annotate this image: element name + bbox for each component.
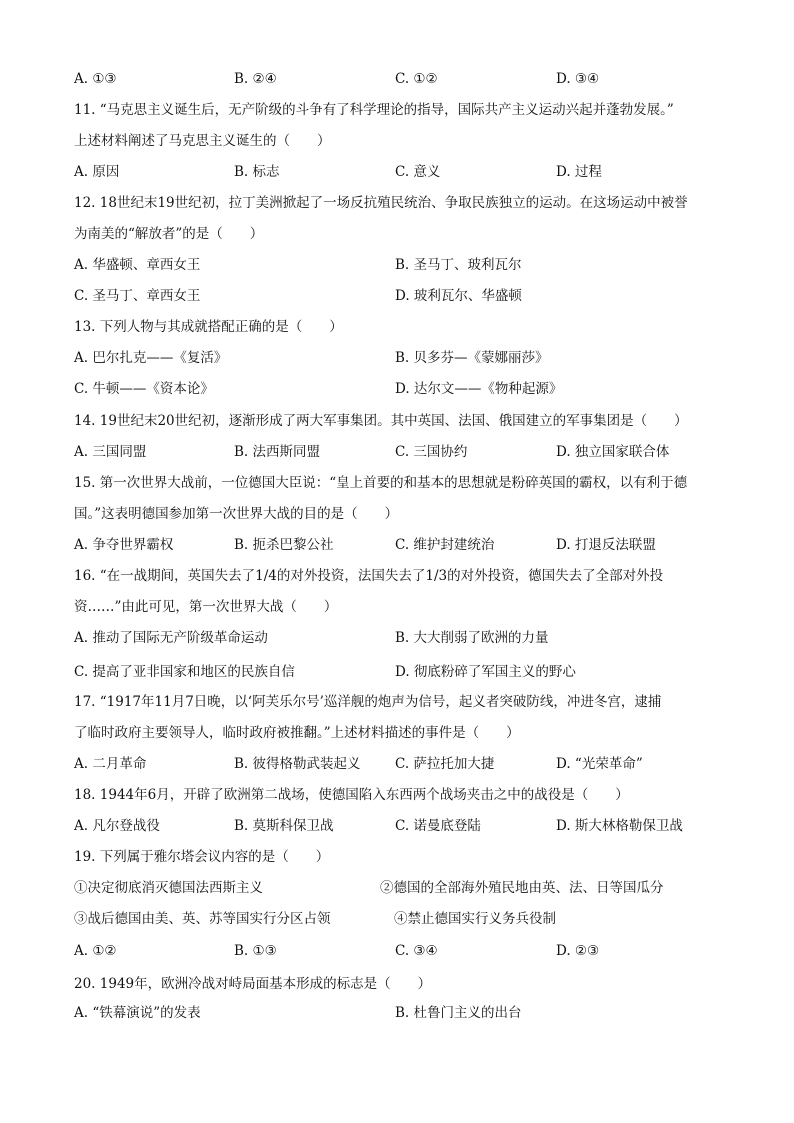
question-12-text-cont: 为南美的“解放者”的是（ ） — [74, 226, 264, 242]
question-18-text: 18. 1944年6月，开辟了欧洲第二战场，使德国陷入东西两个战场夹击之中的战役是（ ） — [74, 787, 629, 803]
question-13-text: 13. 下列人物与其成就搭配正确的是（ ） — [74, 319, 343, 335]
option-b: B. 大大削弱了欧洲的力量 — [395, 630, 549, 646]
option-a: A. 二月革命 — [74, 756, 147, 772]
option-a: A. 原因 — [74, 164, 120, 180]
option-b: B. 杜鲁门主义的出台 — [395, 1005, 522, 1021]
option-b: B. 标志 — [234, 164, 280, 180]
question-17-text-cont: 了临时政府主要领导人，临时政府被推翻。”上述材料描述的事件是（ ） — [74, 725, 520, 741]
option-a: A. 凡尔登战役 — [74, 818, 160, 834]
option-d: D. ②③ — [556, 943, 600, 959]
option-c: C. 诺曼底登陆 — [395, 818, 481, 834]
statement-1: ①决定彻底消灭德国法西斯主义 — [74, 880, 263, 896]
option-c: C. 意义 — [395, 164, 441, 180]
option-b: B. 圣马丁、玻利瓦尔 — [395, 257, 522, 273]
question-16-text: 16. “在一战期间，英国失去了1/4的对外投资，法国失去了1/3的对外投资，德国失去了全部对外投 — [74, 568, 664, 584]
option-b: B. 扼杀巴黎公社 — [234, 537, 334, 553]
option-d: D. 彻底粉碎了军国主义的野心 — [395, 664, 576, 680]
option-c: C. ①② — [395, 71, 438, 87]
option-c: C. 提高了亚非国家和地区的民族自信 — [74, 664, 295, 680]
option-b: B. ②④ — [234, 71, 277, 87]
option-a: A. ①③ — [74, 71, 117, 87]
option-d: D. 独立国家联合体 — [556, 444, 670, 460]
option-c: C. 三国协约 — [395, 444, 468, 460]
question-17-text: 17. “1917年11月7日晚，以‘阿芙乐尔号’巡洋舰的炮声为信号，起义者突破防线，冲进冬宫，逮捕 — [74, 694, 662, 710]
question-11-text-cont: 上述材料阐述了马克思主义诞生的（ ） — [74, 133, 331, 149]
question-12-text: 12. 18世纪末19世纪初，拉丁美洲掀起了一场反抗殖民统治、争取民族独立的运动。在这场运动中被誉 — [74, 195, 688, 211]
option-b: B. 贝多芬—《蒙娜丽莎》 — [395, 350, 549, 366]
option-b: B. 彼得格勒武装起义 — [234, 756, 361, 772]
question-14-text: 14. 19世纪末20世纪初，逐渐形成了两大军事集团。其中英国、法国、俄国建立的军事集团是（ ） — [74, 413, 688, 429]
option-a: A. “铁幕演说”的发表 — [74, 1005, 201, 1021]
option-c: C. 萨拉托加大捷 — [395, 756, 495, 772]
option-c: C. ③④ — [395, 943, 438, 959]
statement-2: ②德国的全部海外殖民地由英、法、日等国瓜分 — [380, 880, 664, 896]
question-19-text: 19. 下列属于雅尔塔会议内容的是（ ） — [74, 849, 330, 865]
question-11-text: 11. “马克思主义诞生后，无产阶级的斗争有了科学理论的指导，国际共产主义运动兴起并蓬勃发展。” — [74, 102, 674, 118]
option-d: D. ③④ — [556, 71, 600, 87]
option-d: D. 过程 — [556, 164, 602, 180]
option-a: A. ①② — [74, 943, 117, 959]
option-a: A. 华盛顿、章西女王 — [74, 257, 201, 273]
statement-3: ③战后德国由美、英、苏等国实行分区占领 — [74, 911, 331, 927]
option-d: D. 玻利瓦尔、华盛顿 — [395, 288, 522, 304]
option-c: C. 圣马丁、章西女王 — [74, 288, 201, 304]
option-d: D. 打退反法联盟 — [556, 537, 656, 553]
option-a: A. 三国同盟 — [74, 444, 147, 460]
option-b: B. 莫斯科保卫战 — [234, 818, 334, 834]
option-a: A. 巴尔扎克——《复活》 — [74, 350, 228, 366]
option-b: B. 法西斯同盟 — [234, 444, 321, 460]
question-20-text: 20. 1949年，欧洲冷战对峙局面基本形成的标志是（ ） — [74, 976, 432, 992]
question-15-text: 15. 第一次世界大战前，一位德国大臣说：“皇上首要的和基本的思想就是粉碎英国的霸权，以有利于德 — [74, 475, 688, 491]
option-a: A. 争夺世界霸权 — [74, 537, 174, 553]
option-a: A. 推动了国际无产阶级革命运动 — [74, 630, 268, 646]
question-16-text-cont: 资……”由此可见，第一次世界大战（ ） — [74, 599, 338, 615]
option-c: C. 维护封建统治 — [395, 537, 495, 553]
question-15-text-cont: 国。”这表明德国参加第一次世界大战的目的是（ ） — [74, 506, 399, 522]
option-c: C. 牛顿——《资本论》 — [74, 381, 214, 397]
option-d: D. 斯大林格勒保卫战 — [556, 818, 683, 834]
option-d: D. “光荣革命” — [556, 756, 643, 772]
statement-4: ④禁止德国实行义务兵役制 — [394, 911, 556, 927]
option-d: D. 达尔文——《物种起源》 — [395, 381, 563, 397]
option-b: B. ①③ — [234, 943, 277, 959]
